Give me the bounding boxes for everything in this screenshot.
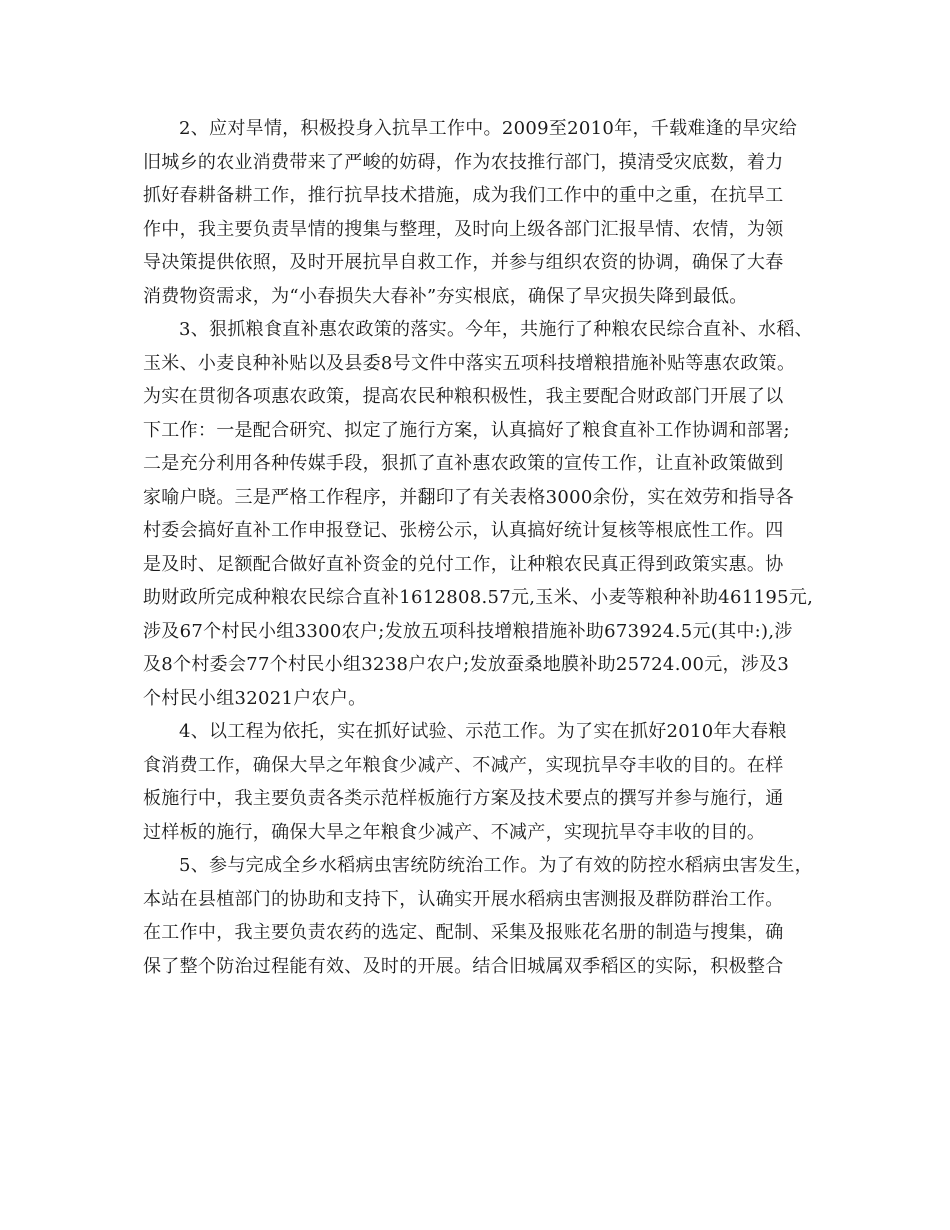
text-line: 涉及67个村民小组3300农户;发放五项科技增粮措施补助673924.5元(其中:),涉	[143, 620, 793, 642]
text-line: 助财政所完成种粮农民综合直补1612808.57元,玉米、小麦等粮种补助461195元,	[143, 587, 814, 608]
text-line: 食消费工作，确保大旱之年粮食少减产、不减产，实现抗旱夺丰收的目的。在样	[143, 754, 784, 776]
text-line: 家喻户晓。三是严格工作程序，并翻印了有关表格3000余份，实在效劳和指导各	[143, 486, 794, 508]
document-body	[143, 112, 815, 983]
text-line: 过样板的施行，确保大旱之年粮食少减产、不减产，实现抗旱夺丰收的目的。	[143, 821, 766, 843]
text-line: 下工作：一是配合研究、拟定了施行方案，认真搞好了粮食直补工作协调和部署;	[143, 419, 790, 441]
text-line: 抓好春耕备耕工作，推行抗旱技术措施，成为我们工作中的重中之重，在抗旱工	[143, 185, 784, 206]
text-line: 在工作中，我主要负责农药的选定、配制、采集及报账花名册的制造与搜集，确	[143, 922, 784, 943]
text-line: 保了整个防治过程能有效、及时的开展。结合旧城属双季稻区的实际，积极整合	[143, 955, 784, 977]
text-line: 旧城乡的农业消费带来了严峻的妨碍，作为农技推行部门，摸清受灾底数，着力	[143, 151, 784, 173]
text-line: 本站在县植部门的协助和支持下，认确实开展水稻病虫害测报及群防群治工作。	[143, 888, 784, 910]
paragraph-first-line: 4、以工程为依托，实在抓好试验、示范工作。为了实在抓好2010年大春粮	[179, 721, 787, 742]
paragraph-first-line: 5、参与完成全乡水稻病虫害统防统治工作。为了有效的防控水稻病虫害发生，	[179, 855, 813, 876]
paragraph-first-line: 3、狠抓粮食直补惠农政策的落实。今年，共施行了种粮农民综合直补、水稻、	[179, 319, 813, 340]
text-line: 村委会搞好直补工作申报登记、张榜公示，认真搞好统计复核等根底性工作。四	[143, 520, 784, 541]
text-line: 是及时、足额配合做好直补资金的兑付工作，让种粮农民真正得到政策实惠。协	[143, 553, 784, 575]
text-line: 及8个村委会77个村民小组3238户农户;发放蚕桑地膜补助25724.00元，涉及3	[143, 654, 790, 675]
text-line: 消费物资需求，为“小春损失大春补”夯实根底，确保了旱灾损失降到最低。	[143, 285, 748, 307]
text-line: 二是充分利用各种传媒手段，狠抓了直补惠农政策的宣传工作，让直补政策做到	[143, 453, 784, 474]
text-line: 作中，我主要负责旱情的搜集与整理，及时向上级各部门汇报旱情、农情，为领	[143, 218, 784, 240]
text-line: 玉米、小麦良种补贴以及县委8号文件中落实五项科技增粮措施补贴等惠农政策。	[143, 352, 796, 374]
paragraph-first-line: 2、应对旱情，积极投身入抗旱工作中。2009至2010年，千载难逢的旱灾给	[179, 118, 798, 139]
text-line: 为实在贯彻各项惠农政策，提高农民种粮积极性，我主要配合财政部门开展了以	[143, 386, 784, 407]
text-line: 导决策提供依照，及时开展抗旱自救工作，并参与组织农资的协调，确保了大春	[143, 252, 784, 273]
text-line: 个村民小组32021户农户。	[143, 687, 367, 709]
text-line: 板施行中，我主要负责各类示范样板施行方案及技术要点的撰写并参与施行，通	[143, 788, 784, 809]
